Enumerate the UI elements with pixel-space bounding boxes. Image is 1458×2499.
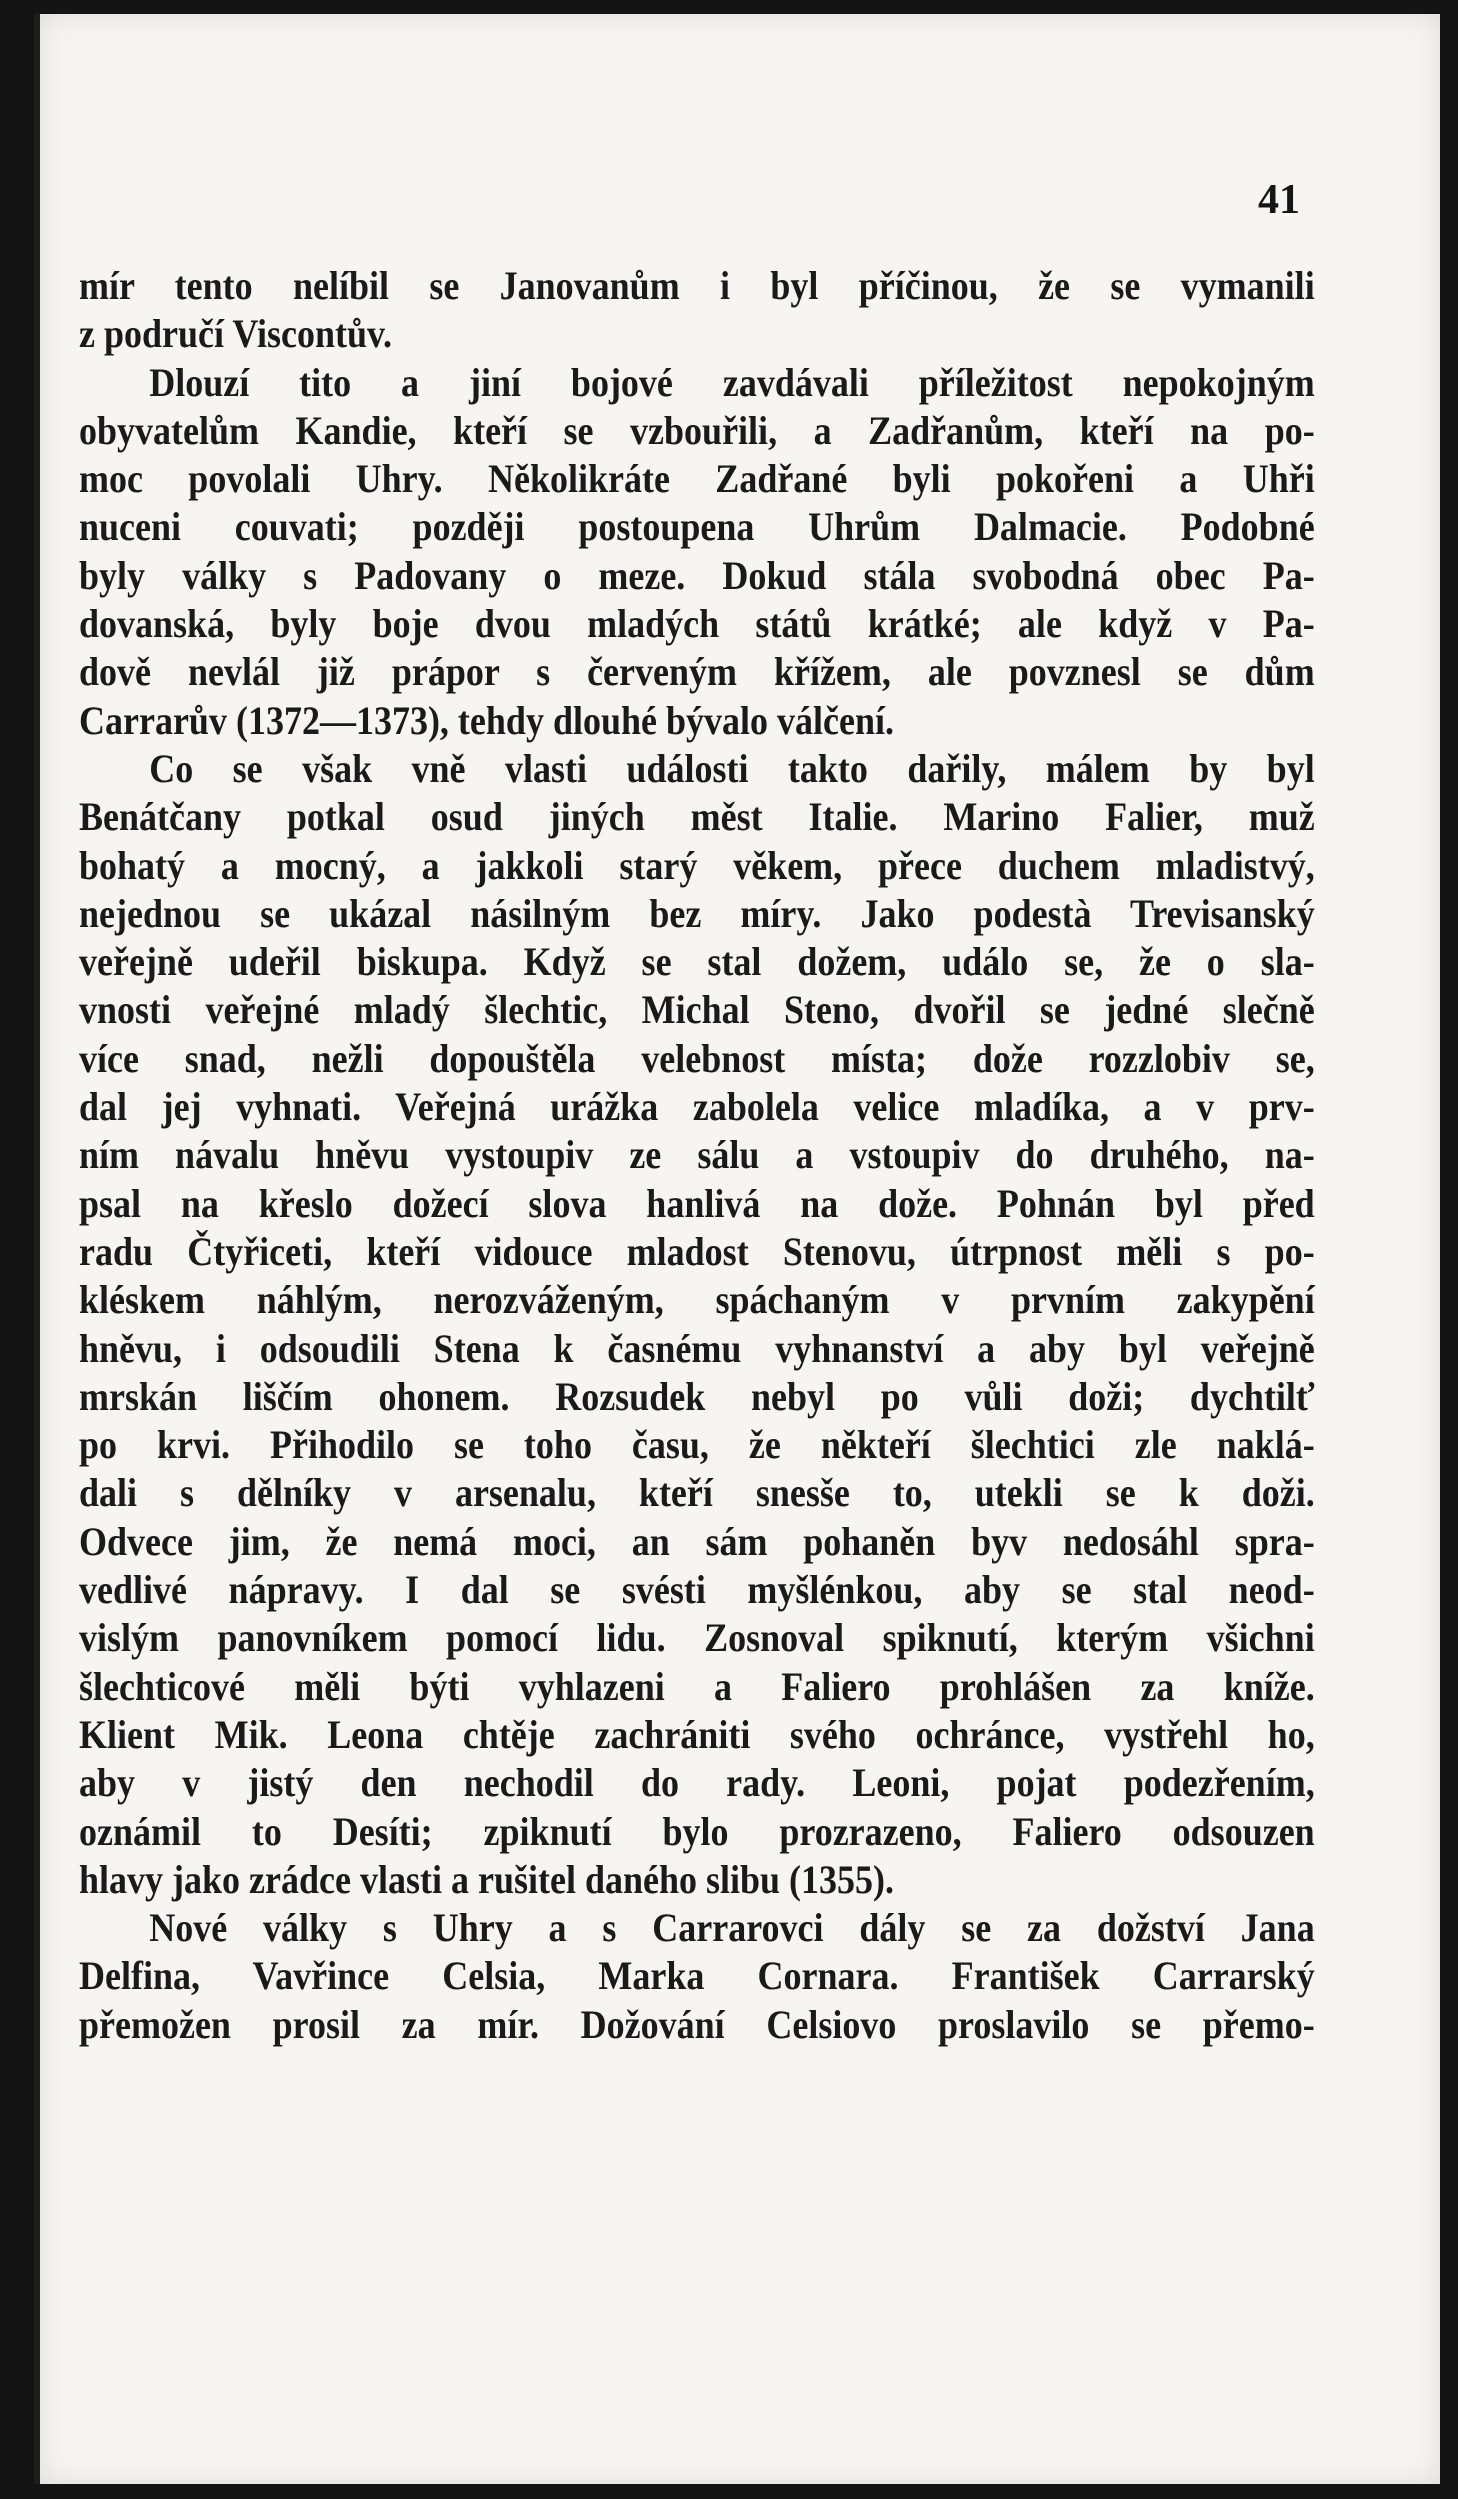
text-line: vnosti veřejné mladý šlechtic, Michal Steno, dvořil se jedné slečně bbox=[79, 987, 1315, 1033]
body-text bbox=[79, 262, 1315, 2049]
text-line: Dlouzí tito a jiní bojové zavdávali příležitost nepokojným bbox=[149, 359, 1315, 405]
text-line: dali s dělníky v arsenalu, kteří snesše to, utekli se k doži. bbox=[79, 1470, 1315, 1516]
text-line: z područí Viscontův. bbox=[79, 311, 393, 357]
text-line: mrskán liščím ohonem. Rozsudek nebyl po vůli doži; dychtilť bbox=[79, 1373, 1315, 1419]
text-line: ním návalu hněvu vystoupiv ze sálu a vstoupiv do druhého, na- bbox=[79, 1132, 1315, 1178]
text-line: Nové války s Uhry a s Carrarovci dály se za dožství Jana bbox=[149, 1905, 1315, 1951]
text-line: moc povolali Uhry. Několikráte Zadřané byli pokořeni a Uhři bbox=[79, 456, 1315, 502]
text-line: byly války s Padovany o meze. Dokud stála svobodná obec Pa- bbox=[79, 552, 1315, 598]
text-line: radu Čtyřiceti, kteří vidouce mladost Stenovu, útrpnost měli s po- bbox=[79, 1228, 1315, 1274]
text-line: přemožen prosil za mír. Dožování Celsiovo proslavilo se přemo- bbox=[79, 2001, 1315, 2047]
text-line: mír tento nelíbil se Janovanům i byl příčinou, že se vymanili bbox=[79, 263, 1315, 308]
text-line: nuceni couvati; později postoupena Uhrům Dalmacie. Podobné bbox=[79, 504, 1315, 550]
text-line: Delfina, Vavřince Celsia, Marka Cornara. František Carrarský bbox=[79, 1953, 1315, 1999]
text-line: hlavy jako zrádce vlasti a rušitel daného slibu (1355). bbox=[79, 1856, 895, 1902]
text-line: obyvatelům Kandie, kteří se vzbouřili, a Zadřanům, kteří na po- bbox=[79, 407, 1315, 453]
book-page bbox=[34, 14, 1440, 2484]
text-line: nejednou se ukázal násilným bez míry. Jako podestà Trevisanský bbox=[79, 890, 1315, 936]
text-lines bbox=[79, 262, 1315, 2049]
text-line: Carrarův (1372—1373), tehdy dlouhé bývalo válčení. bbox=[79, 697, 894, 743]
text-line: kléskem náhlým, nerozváženým, spáchaným v prvním zakypění bbox=[79, 1277, 1315, 1323]
text-line: Klient Mik. Leona chtěje zachrániti svého ochránce, vystřehl ho, bbox=[79, 1711, 1315, 1757]
page-number: 41 bbox=[1258, 177, 1300, 223]
text-line: Co se však vně vlasti události takto dařily, málem by byl bbox=[149, 745, 1315, 791]
text-line: Odvece jim, že nemá moci, an sám pohaněn byv nedosáhl spra- bbox=[79, 1518, 1315, 1564]
text-line: hněvu, i odsoudili Stena k časnému vyhnanství a aby byl veřejně bbox=[79, 1325, 1315, 1371]
text-line: vislým panovníkem pomocí lidu. Zosnoval spiknutí, kterým všichni bbox=[79, 1615, 1315, 1661]
text-line: oznámil to Desíti; zpiknutí bylo prozrazeno, Faliero odsouzen bbox=[79, 1808, 1315, 1854]
text-line: aby v jistý den nechodil do rady. Leoni, pojat podezřením, bbox=[79, 1760, 1315, 1806]
text-line: bohatý a mocný, a jakkoli starý věkem, přece duchem mladistvý, bbox=[79, 842, 1315, 888]
text-line: více snad, nežli dopouštěla velebnost místa; dože rozzlobiv se, bbox=[79, 1035, 1315, 1081]
text-line: psal na křeslo dožecí slova hanlivá na dože. Pohnán byl před bbox=[79, 1180, 1315, 1226]
text-line: dovanská, byly boje dvou mladých států krátké; ale když v Pa- bbox=[79, 601, 1315, 647]
text-line: dal jej vyhnati. Veřejná urážka zabolela velice mladíka, a v prv- bbox=[79, 1084, 1315, 1130]
text-line: dově nevlál již prápor s červeným křížem, ale povznesl se dům bbox=[79, 649, 1315, 695]
text-line: vedlivé nápravy. I dal se svésti myšlénkou, aby se stal neod- bbox=[79, 1567, 1315, 1613]
text-line: šlechticové měli býti vyhlazeni a Faliero prohlášen za kníže. bbox=[79, 1663, 1315, 1709]
text-line: po krvi. Přihodilo se toho času, že někteří šlechtici zle naklá- bbox=[79, 1422, 1315, 1468]
text-line: veřejně udeřil biskupa. Když se stal dožem, událo se, že o sla- bbox=[79, 939, 1315, 985]
text-line: Benátčany potkal osud jiných měst Italie. Marino Falier, muž bbox=[79, 794, 1315, 840]
